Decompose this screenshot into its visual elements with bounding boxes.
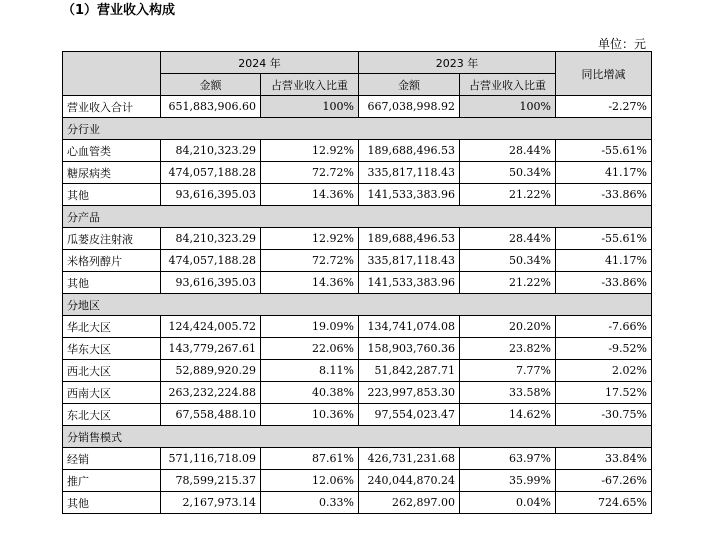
total-yoy: -2.27% [556,96,652,118]
amount-2024: 474,057,188.28 [161,162,261,184]
ratio-2024: 0.33% [261,492,359,514]
table-row [63,448,652,470]
amount-2024: 93,616,395.03 [161,272,261,294]
ratio-2023: 28.44% [460,140,556,162]
ratio-2024: 12.06% [261,470,359,492]
ratio-2024: 8.11% [261,360,359,382]
total-ratio-2023: 100% [460,96,556,118]
row-label: 其他 [63,184,161,206]
row-label: 西北大区 [63,360,161,382]
ratio-2023: 7.77% [460,360,556,382]
header-amount-2024: 金额 [161,74,261,96]
amount-2024: 78,599,215.37 [161,470,261,492]
ratio-2024: 72.72% [261,250,359,272]
yoy-change: 33.84% [556,448,652,470]
total-label: 营业收入合计 [63,96,161,118]
ratio-2023: 50.34% [460,162,556,184]
amount-2024: 143,779,267.61 [161,338,261,360]
section-header: 分销售模式 [63,426,652,448]
row-label: 其他 [63,492,161,514]
yoy-change: -33.86% [556,184,652,206]
yoy-change: -7.66% [556,316,652,338]
table-row [63,184,652,206]
total-amount-2024: 651,883,906.60 [161,96,261,118]
total-row [63,96,652,118]
yoy-change: 41.17% [556,250,652,272]
ratio-2023: 23.82% [460,338,556,360]
ratio-2023: 63.97% [460,448,556,470]
table-row [63,338,652,360]
table-row [63,250,652,272]
row-label: 华东大区 [63,338,161,360]
row-label: 东北大区 [63,404,161,426]
amount-2024: 571,116,718.09 [161,448,261,470]
row-label: 心血管类 [63,140,161,162]
amount-2023: 426,731,231.68 [359,448,460,470]
table-row [63,470,652,492]
table-row [63,382,652,404]
section-header: 分行业 [63,118,652,140]
row-label: 其他 [63,272,161,294]
row-label: 华北大区 [63,316,161,338]
table-row [63,140,652,162]
yoy-change: -67.26% [556,470,652,492]
yoy-change: -9.52% [556,338,652,360]
header-blank [63,52,161,96]
ratio-2023: 21.22% [460,272,556,294]
ratio-2024: 12.92% [261,228,359,250]
ratio-2024: 72.72% [261,162,359,184]
amount-2024: 67,558,488.10 [161,404,261,426]
table-row [63,492,652,514]
ratio-2023: 50.34% [460,250,556,272]
yoy-change: 17.52% [556,382,652,404]
amount-2024: 124,424,005.72 [161,316,261,338]
amount-2023: 97,554,023.47 [359,404,460,426]
amount-2024: 263,232,224.88 [161,382,261,404]
amount-2024: 2,167,973.14 [161,492,261,514]
ratio-2023: 0.04% [460,492,556,514]
table-row [63,272,652,294]
ratio-2023: 14.62% [460,404,556,426]
header-row-years [63,52,652,74]
table-row [63,404,652,426]
section-header-row [63,206,652,228]
header-year-2023: 2023 年 [359,52,556,74]
table-row [63,228,652,250]
row-label: 经销 [63,448,161,470]
ratio-2024: 14.36% [261,184,359,206]
ratio-2024: 40.38% [261,382,359,404]
section-title: （1）营业收入构成 [62,3,176,18]
yoy-change: -30.75% [556,404,652,426]
amount-2023: 262,897.00 [359,492,460,514]
amount-2023: 335,817,118.43 [359,250,460,272]
yoy-change: -55.61% [556,140,652,162]
yoy-change: 2.02% [556,360,652,382]
amount-2024: 84,210,323.29 [161,140,261,162]
yoy-change: -55.61% [556,228,652,250]
row-label: 推广 [63,470,161,492]
ratio-2024: 87.61% [261,448,359,470]
amount-2023: 335,817,118.43 [359,162,460,184]
header-ratio-2024: 占营业收入比重 [261,74,359,96]
ratio-2023: 35.99% [460,470,556,492]
ratio-2023: 33.58% [460,382,556,404]
ratio-2023: 20.20% [460,316,556,338]
header-ratio-2023: 占营业收入比重 [460,74,556,96]
row-label: 瓜蒌皮注射液 [63,228,161,250]
revenue-table [62,51,652,514]
amount-2024: 52,889,920.29 [161,360,261,382]
ratio-2024: 19.09% [261,316,359,338]
total-amount-2023: 667,038,998.92 [359,96,460,118]
header-yoy: 同比增减 [556,52,652,96]
table-row [63,162,652,184]
amount-2023: 223,997,853.30 [359,382,460,404]
table-row [63,360,652,382]
amount-2023: 134,741,074.08 [359,316,460,338]
section-header: 分地区 [63,294,652,316]
section-header: 分产品 [63,206,652,228]
header-amount-2023: 金额 [359,74,460,96]
amount-2023: 141,533,383.96 [359,272,460,294]
ratio-2023: 28.44% [460,228,556,250]
amount-2024: 84,210,323.29 [161,228,261,250]
header-year-2024: 2024 年 [161,52,359,74]
unit-label: 单位：元 [597,37,646,51]
ratio-2023: 21.22% [460,184,556,206]
amount-2023: 158,903,760.36 [359,338,460,360]
yoy-change: 41.17% [556,162,652,184]
ratio-2024: 10.36% [261,404,359,426]
ratio-2024: 22.06% [261,338,359,360]
table-row [63,316,652,338]
ratio-2024: 14.36% [261,272,359,294]
amount-2023: 189,688,496.53 [359,140,460,162]
amount-2023: 240,044,870.24 [359,470,460,492]
section-header-row [63,118,652,140]
yoy-change: -33.86% [556,272,652,294]
ratio-2024: 12.92% [261,140,359,162]
amount-2023: 51,842,287.71 [359,360,460,382]
total-ratio-2024: 100% [261,96,359,118]
yoy-change: 724.65% [556,492,652,514]
row-label: 糖尿病类 [63,162,161,184]
section-header-row [63,426,652,448]
row-label: 西南大区 [63,382,161,404]
amount-2023: 141,533,383.96 [359,184,460,206]
row-label: 米格列醇片 [63,250,161,272]
amount-2024: 474,057,188.28 [161,250,261,272]
section-header-row [63,294,652,316]
amount-2024: 93,616,395.03 [161,184,261,206]
amount-2023: 189,688,496.53 [359,228,460,250]
